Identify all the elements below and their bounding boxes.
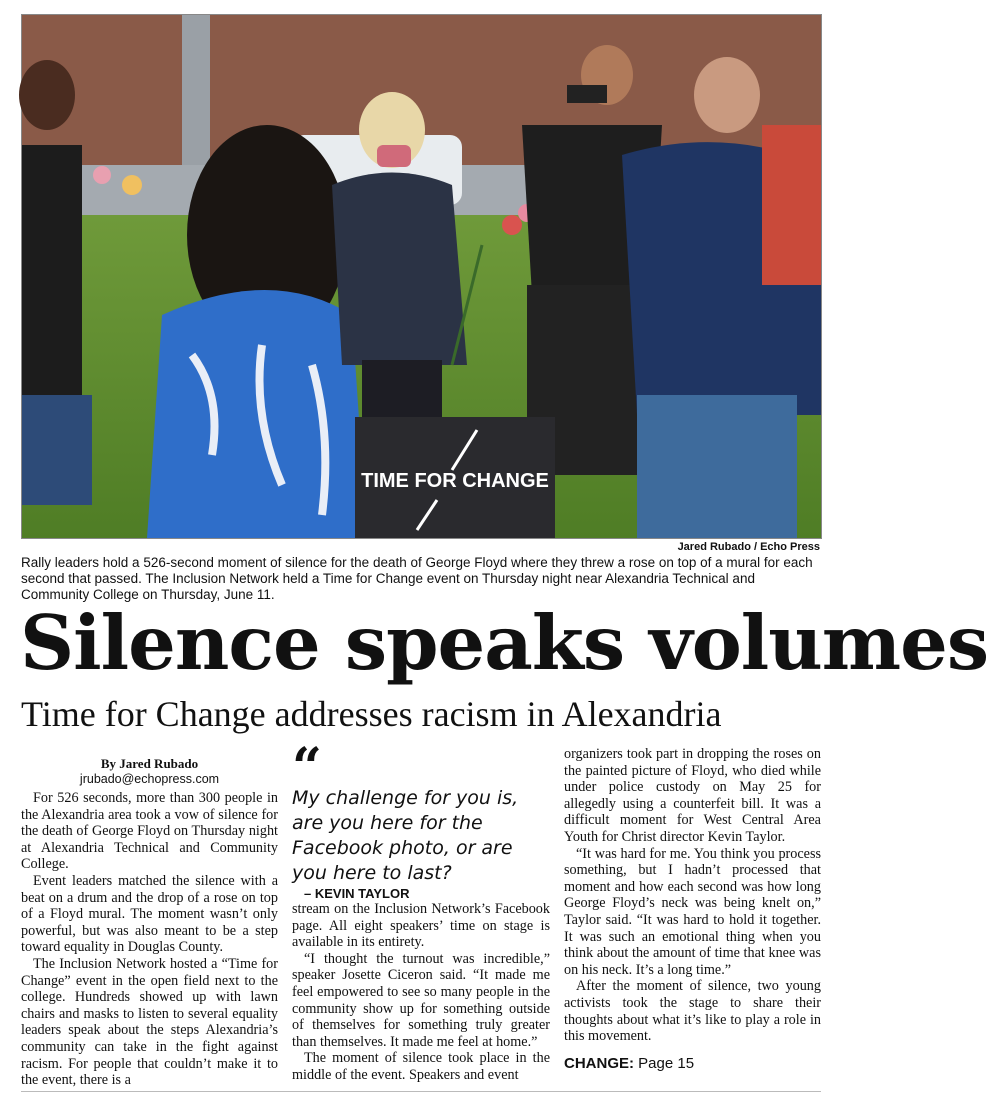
photo-credit: Jared Rubado / Echo Press bbox=[677, 541, 820, 553]
news-photo bbox=[21, 14, 822, 539]
paragraph: The moment of silence took place in the middle of the event. Speakers and event bbox=[292, 1050, 550, 1083]
pull-quote: My challenge for you is, are you here for the Facebook photo, or are you here to last? bbox=[292, 787, 519, 884]
rally-photo-illustration bbox=[22, 15, 821, 538]
sign-text: TIME FOR CHANGE bbox=[361, 470, 549, 492]
paragraph: Event leaders matched the silence with a beat on a drum and the drop of a rose on top of a Floyd mural. The moment wasn’t only powerful, but was also meant to be a step toward equality in Douglas County. bbox=[21, 872, 278, 956]
bottom-rule bbox=[21, 1091, 821, 1092]
quote-mark-icon: “ bbox=[292, 737, 322, 798]
jump-line[interactable] bbox=[564, 1055, 821, 1072]
article-column-3 bbox=[564, 746, 821, 1072]
pull-quote-attribution: – KEVIN TAYLOR bbox=[304, 886, 410, 901]
man-right bbox=[694, 57, 760, 133]
author-email[interactable]: jrubado@echopress.com bbox=[79, 772, 220, 786]
byline: By Jared Rubado bbox=[100, 756, 199, 771]
paragraph: For 526 seconds, more than 300 people in the Alexandria area took a vow of silence for the death of George Floyd on Thursday night at Alexandria Technical and Community College. bbox=[21, 790, 278, 873]
paragraph: organizers took part in dropping the roses on the painted picture of Floyd, who died while under police custody on May 25 for allegedly using a counterfeit bill. It was a difficult moment for West Central Area Youth for Christ director Kevin Taylor. bbox=[564, 746, 821, 845]
headline: Silence speaks volumes bbox=[20, 599, 988, 687]
subheadline: Time for Change addresses racism in Alexandria bbox=[21, 694, 722, 734]
paragraph: The Inclusion Network hosted a “Time for Change” event in the open field next to the college. Hundreds showed up with lawn chairs and masks to listen to several equality leaders speak about the steps Alexandria’s community can take in the fight against racism. For people that couldn’t make it to the event, there is a bbox=[21, 955, 278, 1089]
rose bbox=[502, 215, 522, 235]
paragraph: stream on the Inclusion Network’s Facebook page. All eight speakers’ time on stage is available in its entirety. bbox=[292, 901, 550, 951]
paragraph: “It was hard for me. You think you process something, but I hadn’t processed that moment and how each second was how long George Floyd’s neck was being knelt on,” Taylor said. “It was hard to hold it together. It was such an emotional thing when you think about the amount of time that knee was on his neck. It’s a long time.” bbox=[564, 845, 821, 978]
pipe bbox=[182, 15, 210, 185]
paragraph: “I thought the turnout was incredible,” speaker Josette Ciceron said. “It made me feel empowered to see so many people in the community show up for something outside of themselves for something truly greater than themselves. It made me feel at home.” bbox=[292, 950, 550, 1050]
blue-dress bbox=[147, 290, 367, 538]
photo-caption: Rally leaders hold a 526-second moment of silence for the death of George Floyd where they threw a rose on top of a mural for each second that passed. The Inclusion Network held a Time for Change event on Thursday night near Alexandria Technical and Community College on Thursday, June 11. bbox=[21, 555, 813, 602]
article-column-1 bbox=[21, 746, 278, 1089]
jump-label: CHANGE: bbox=[564, 1054, 634, 1072]
video-camera bbox=[567, 85, 607, 103]
jump-page: Page 15 bbox=[638, 1054, 695, 1072]
paragraph: After the moment of silence, two young activists took the stage to share their thoughts about what it’s like to play a role in this movement. bbox=[564, 978, 821, 1045]
article-column-2 bbox=[292, 737, 550, 1084]
